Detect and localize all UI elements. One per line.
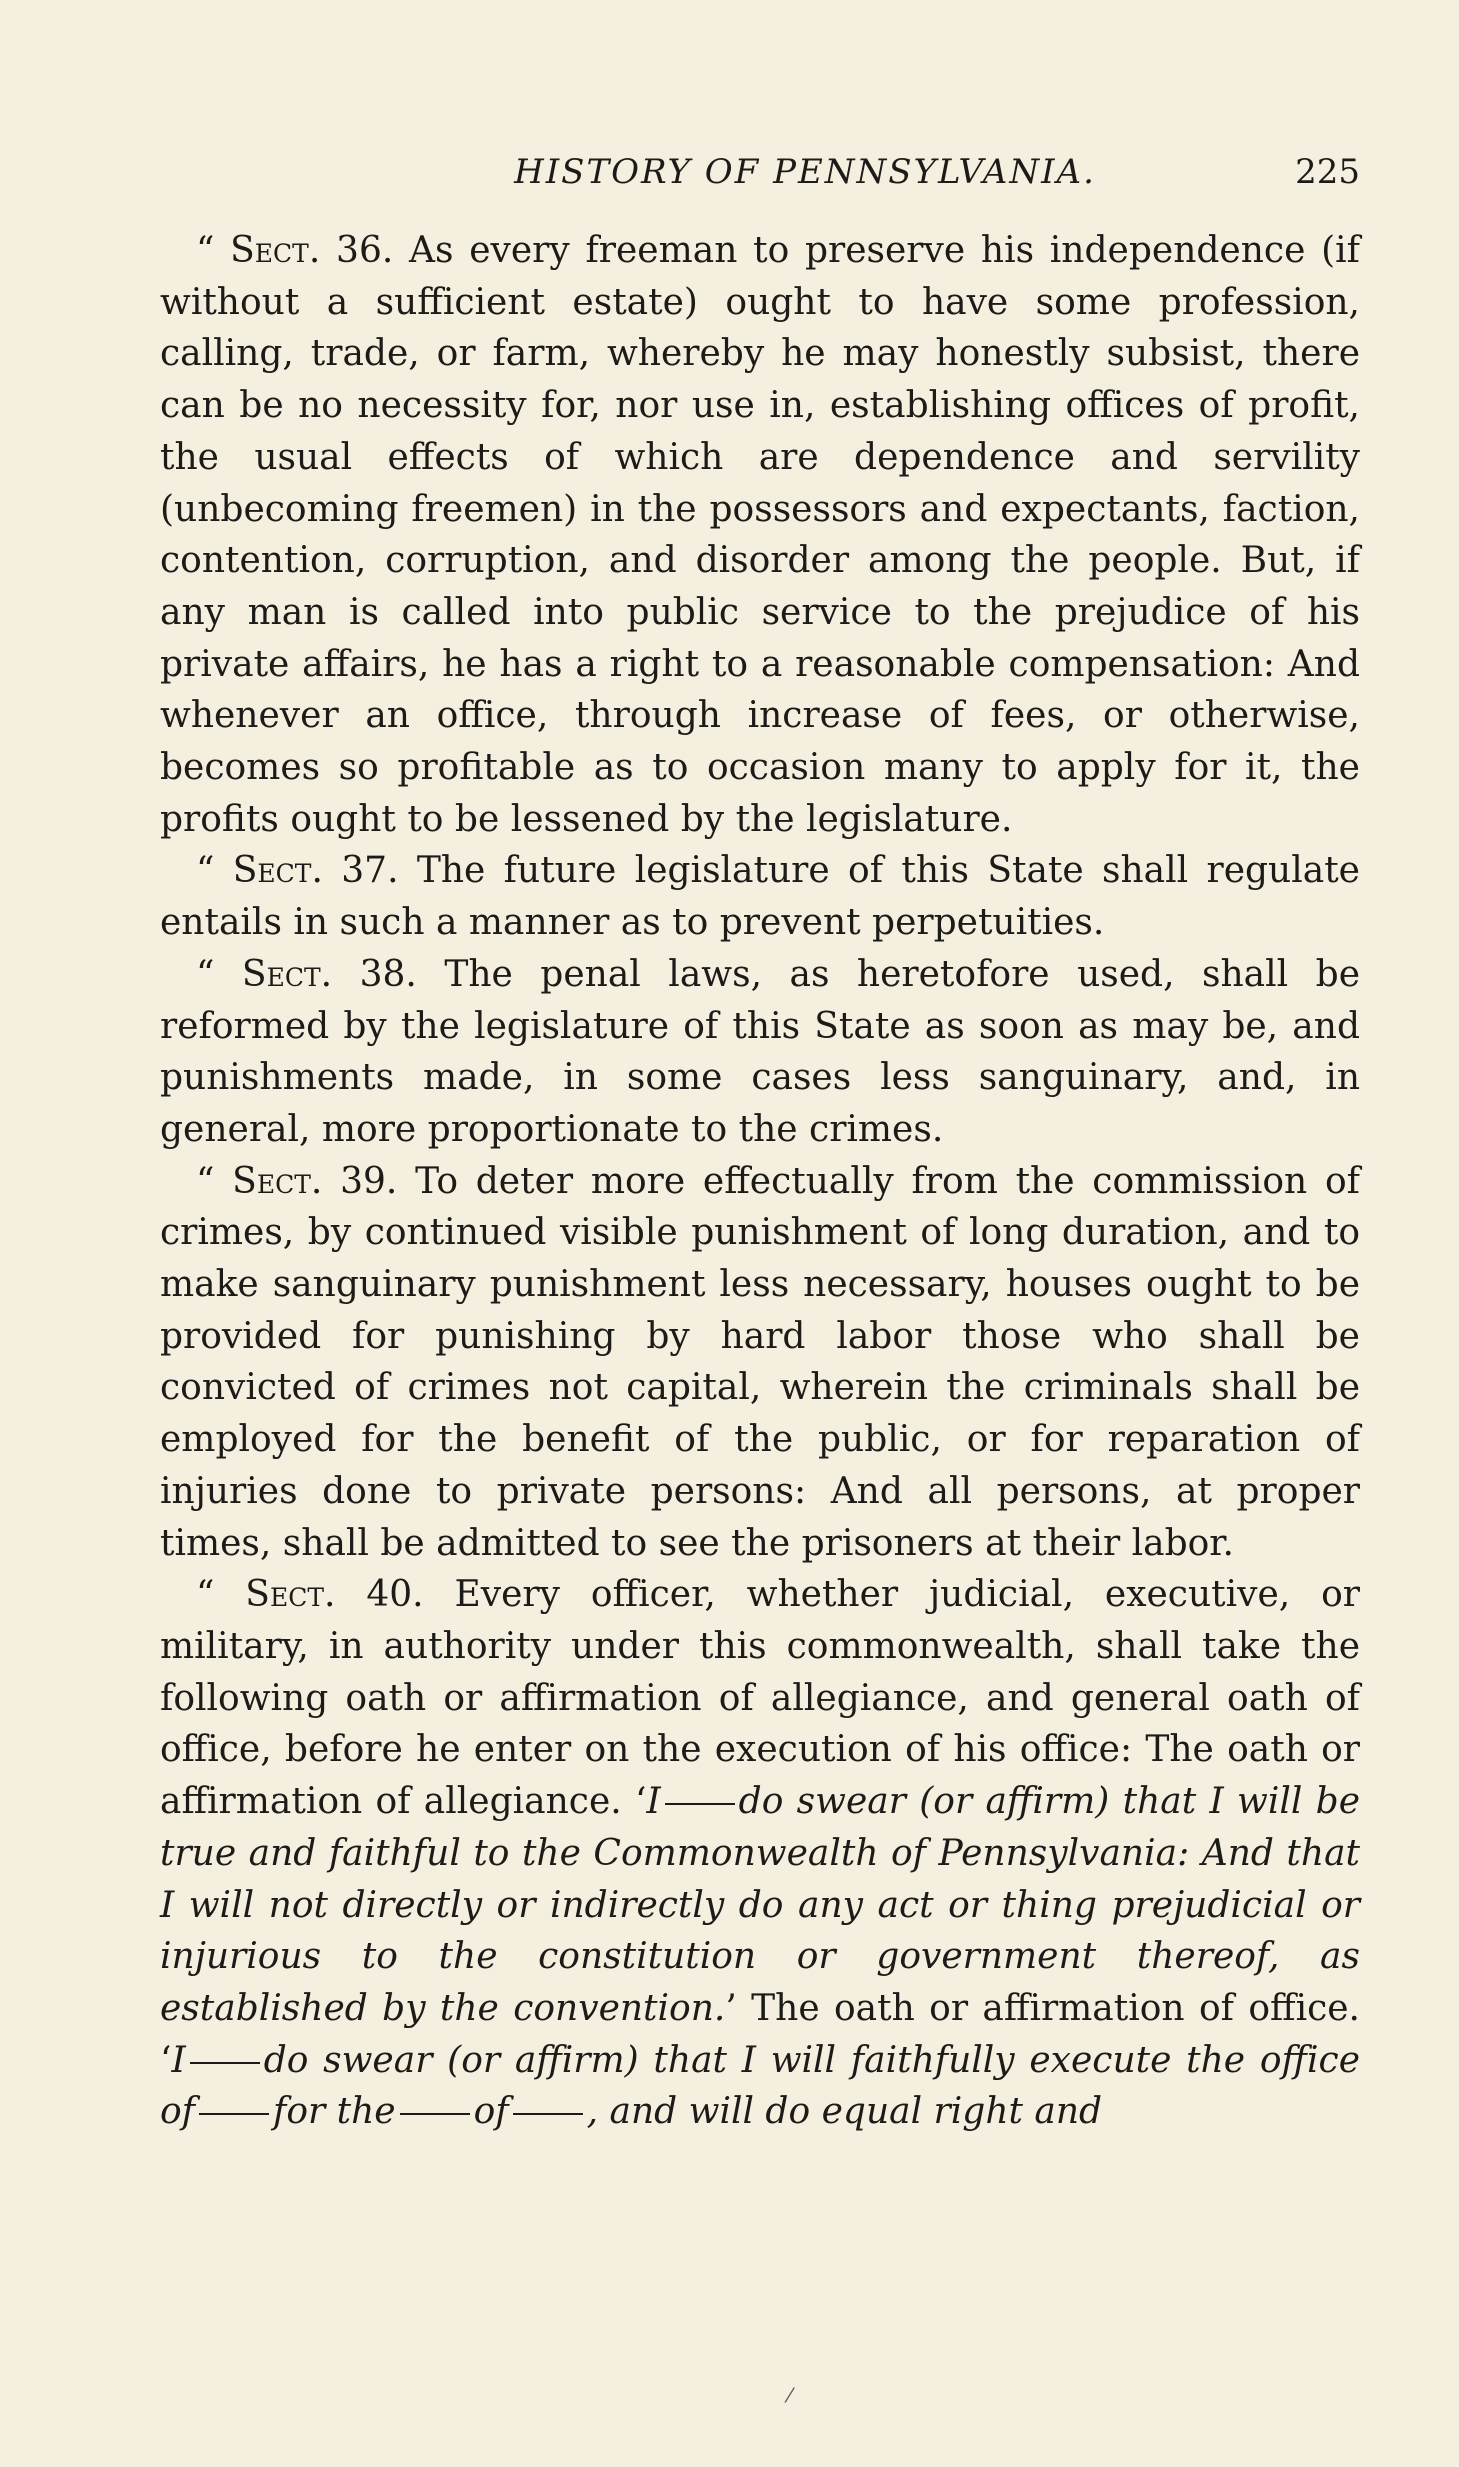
page-number: 225	[1295, 152, 1360, 192]
section-number: 40.	[335, 1574, 424, 1616]
allegiance-oath-text: do swear (or affirm) that I will be true and faithful to the Commonwealth of Pennsylvania: And that I will not directly or indirectly do any act or thing prejudicial or injurious to the constitution or government thereof, as established by the convention.	[160, 1781, 1360, 2029]
section-label: Sect.	[230, 230, 321, 271]
blank-line	[513, 2113, 583, 2115]
section-number: 38.	[332, 953, 417, 995]
section-37-paragraph	[160, 845, 1360, 948]
blank-line	[199, 2113, 269, 2115]
section-40-paragraph	[160, 1569, 1360, 2138]
section-38-paragraph	[160, 949, 1360, 1156]
body-text	[160, 225, 1360, 2138]
running-head	[160, 148, 1360, 196]
section-text: Every officer, whether judicial, executive, or military, in authority under this commonwealth, shall take the following oath or affirmation of allegiance, and general oath of office, before he enter on the execution of his office: The oath or affirmation of allegiance. ‘	[160, 1574, 1360, 1823]
section-36-paragraph	[160, 225, 1360, 845]
section-text: The penal laws, as heretofore used, shall be reformed by the legislature of this State as soon as may be, and punishments made, in some cases less sanguinary, and, in general, more proportionate to the crimes.	[160, 953, 1360, 1150]
section-label: Sect.	[245, 1574, 336, 1616]
section-text-continued: ’ The oath or affirmation of office. ‘	[160, 1987, 1360, 2081]
section-text: The future legislature of this State shall regulate entails in such a manner as to prevent perpetuities.	[160, 850, 1360, 944]
section-label: Sect.	[232, 1160, 323, 1202]
office-oath-text: for the	[273, 2091, 396, 2133]
open-quote: “	[196, 1160, 233, 1202]
oath-pronoun: I	[171, 2039, 186, 2081]
blank-line	[190, 2062, 260, 2064]
oath-pronoun: I	[646, 1781, 661, 1823]
section-label: Sect.	[232, 850, 323, 892]
open-quote: “	[196, 953, 242, 995]
open-quote: “	[196, 230, 231, 271]
section-label: Sect.	[241, 953, 333, 995]
section-39-paragraph	[160, 1156, 1360, 1570]
office-oath-text: of	[473, 2091, 509, 2133]
office-oath-text: do swear (or affirm) that I will faithfully execute the office of	[160, 2039, 1360, 2133]
section-text: As every freeman to preserve his independence (if without a sufficient estate) ought to have some profession, calling, trade, or farm, whereby he may honestly subsist, there can be no necessity for, nor use in, establishing offices of profit, the usual effects of which are dependence and servility (unbecoming freemen) in the possessors and expectants, faction, contention, corruption, and disorder among the people. But, if any man is called into public service to the prejudice of his private affairs, he has a right to a reasonable compensation: And whenever an office, through increase of fees, or otherwise, becomes so profitable as to occasion many to apply for it, the profits ought to be lessened by the legislature.	[160, 230, 1360, 840]
open-quote: “	[196, 850, 233, 892]
section-text: To deter more effectually from the commission of crimes, by continued visible punishment of long duration, and to make sanguinary punishment less necessary, houses ought to be provided for punishing by hard labor those who shall be convicted of crimes not capital, wherein the criminals shall be employed for the benefit of the public, or for reparation of injuries done to private persons: And all persons, at proper times, shall be admitted to see the prisoners at their labor.	[160, 1160, 1360, 1564]
open-quote: “	[196, 1574, 246, 1616]
office-oath-text: , and will do equal right and	[586, 2091, 1103, 2133]
stray-mark: ⁄	[788, 2383, 792, 2407]
blank-line	[665, 1803, 735, 1805]
blank-line	[400, 2113, 470, 2115]
section-number: 36.	[320, 230, 394, 271]
section-number: 37.	[322, 850, 399, 892]
running-title: HISTORY OF PENNSYLVANIA.	[514, 152, 1096, 192]
section-number: 39.	[322, 1160, 398, 1202]
